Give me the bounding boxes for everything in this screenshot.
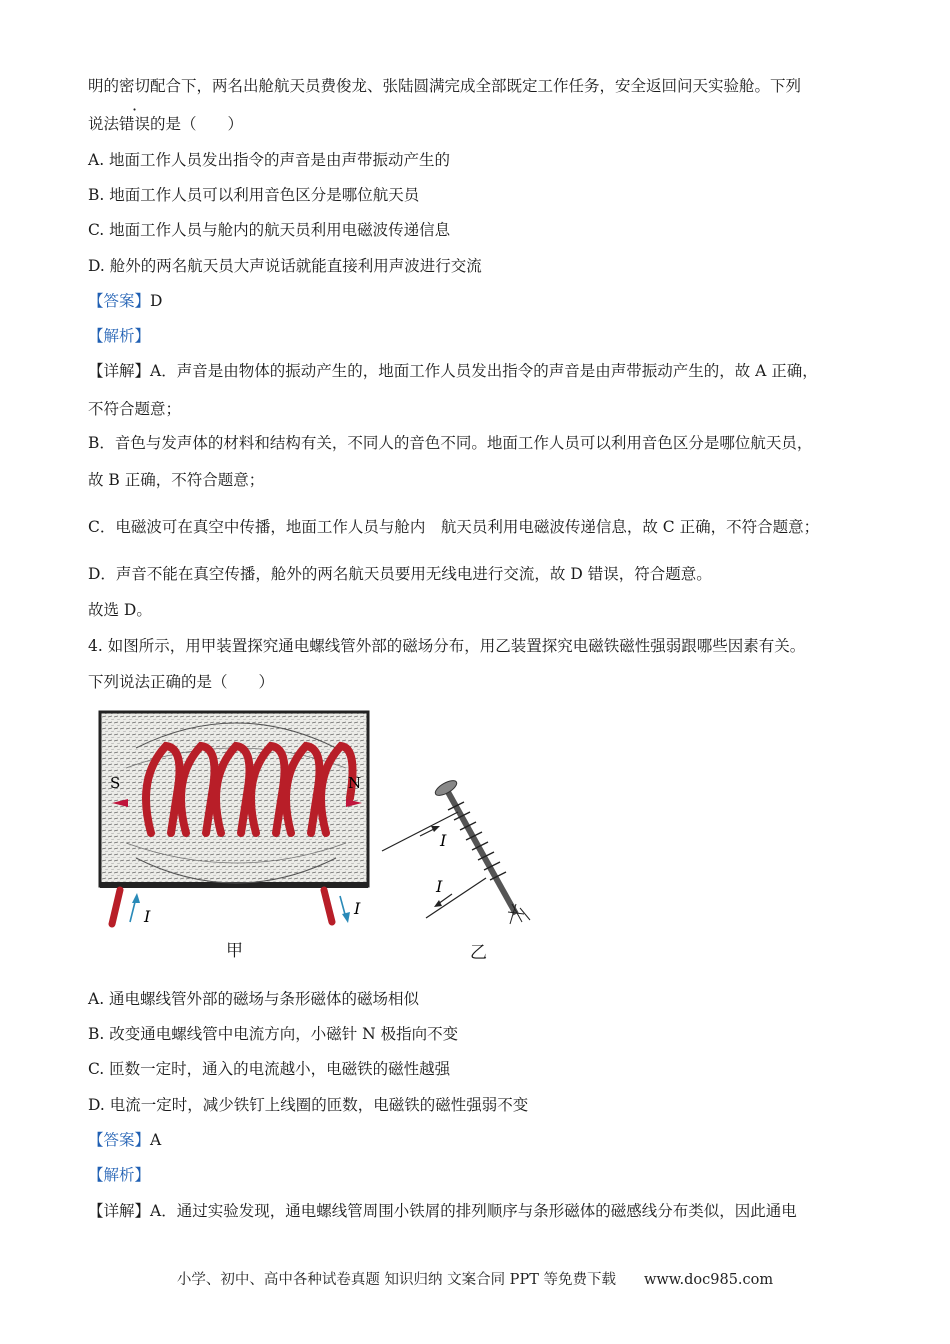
- q3-detail-tag: 【详解】: [88, 362, 151, 380]
- nail-current-arrow-in-head: [431, 826, 440, 832]
- q3-answer: [88, 290, 162, 312]
- q3-analysis-tag: 【解析】: [88, 327, 151, 345]
- q4-answer-value: A: [150, 1131, 162, 1149]
- q3-answer-value: D: [150, 292, 163, 310]
- footer-url[interactable]: www.doc985.com: [643, 1272, 774, 1288]
- nail-wire-out: [426, 878, 486, 918]
- q4-option-c: C. 匝数一定时，通入的电流越小，电磁铁的磁性越强: [88, 1060, 451, 1078]
- current-label-left: I: [144, 907, 151, 926]
- q4-option-a: A. 通电螺线管外部的磁场与条形磁体的磁场相似: [88, 990, 420, 1008]
- q3-option-c: C. 地面工作人员与舱内的航天员利用电磁波传递信息: [88, 221, 451, 239]
- solenoid-board: [100, 712, 368, 888]
- q4-option-b: B. 改变通电螺线管中电流方向，小磁针 N 极指向不变: [88, 1025, 459, 1043]
- q3-intro-line1: 明的密切配合下，两名出舱航天员费俊龙、张陆圆满完成全部既定工作任务，安全返回问天实验舱。下列: [88, 77, 802, 95]
- current-arrow-out-head: [342, 912, 350, 923]
- figure-label-yi: 乙: [470, 943, 487, 963]
- q3-detail-a-line2: 不符合题意；: [88, 400, 182, 418]
- q4-detail-a-text: A．通过实验发现，通电螺线管周围小铁屑的排列顺序与条形磁体的磁感线分布类似，因此通电: [150, 1202, 797, 1220]
- q4-answer-tag: 【答案】: [88, 1131, 151, 1149]
- q3-intro-pre: 说法: [88, 115, 120, 133]
- q4-option-d: D. 电流一定时，减少铁钉上线圈的匝数，电磁铁的磁性强弱不变: [88, 1096, 529, 1114]
- q3-detail-a: A．声音是由物体的振动产生的，地面工作人员发出指令的声音是由声带振动产生的，故 A 正确，: [150, 362, 818, 380]
- nail-wire-in: [382, 812, 458, 851]
- q3-detail-b-line1: B．音色与发声体的材料和结构有关，不同人的音色不同。地面工作人员可以利用音色区分是哪位航天员，: [88, 434, 813, 452]
- page-footer: [0, 1268, 950, 1289]
- q3-option-b: B. 地面工作人员可以利用音色区分是哪位航天员: [88, 186, 420, 204]
- pole-s-label: S: [110, 774, 121, 792]
- q4-figure-drawing: [96, 708, 576, 938]
- q4-stem-line1: 4. 如图所示，用甲装置探究通电螺线管外部的磁场分布，用乙装置探究电磁铁磁性强弱跟哪些因素有关。: [88, 637, 806, 655]
- nail-electromagnet: [433, 778, 530, 924]
- q3-option-d: D. 舱外的两名航天员大声说话就能直接利用声波进行交流: [88, 257, 482, 275]
- q3-answer-tag: 【答案】: [88, 292, 151, 310]
- solenoid-coil: [146, 746, 353, 833]
- q3-detail-c: C．电磁波可在真空中传播，地面工作人员与舱内 航天员利用电磁波传递信息，故 C 正确，不符合题意；: [88, 518, 820, 536]
- q3-emphasis: 错误: [119, 115, 151, 133]
- q3-detail-b-line2: 故 B 正确，不符合题意；: [88, 471, 265, 489]
- current-label-right: I: [354, 899, 361, 918]
- q3-detail-a-line1: [88, 360, 818, 382]
- nail-current-arrow-out-head: [434, 900, 442, 907]
- q3-intro-post: 的是（ ）: [150, 115, 244, 133]
- nail-current-label-in: I: [440, 831, 447, 850]
- nail-current-label-out: I: [436, 877, 443, 896]
- pole-n-label: N: [348, 774, 362, 792]
- current-arrow-in-head: [132, 893, 140, 903]
- figure-label-jia: 甲: [226, 941, 243, 961]
- q3-detail-d: D．声音不能在真空传播，舱外的两名航天员要用无线电进行交流，故 D 错误，符合题意。: [88, 565, 712, 583]
- q4-detail-a: [88, 1200, 797, 1222]
- q4-answer: [88, 1129, 161, 1151]
- q4-figure: [96, 708, 576, 968]
- footer-text: 小学、初中、高中各种试卷真题 知识归纳 文案合同 PPT 等免费下载: [176, 1272, 616, 1288]
- q4-detail-tag: 【详解】: [88, 1202, 151, 1220]
- q3-conclusion: 故选 D。: [88, 601, 152, 619]
- q3-option-a: A. 地面工作人员发出指令的声音是由声带振动产生的: [88, 151, 451, 169]
- q4-analysis-tag: 【解析】: [88, 1166, 151, 1184]
- q4-stem-line2: 下列说法正确的是（ ）: [88, 673, 275, 691]
- q3-intro-line2: [88, 113, 243, 135]
